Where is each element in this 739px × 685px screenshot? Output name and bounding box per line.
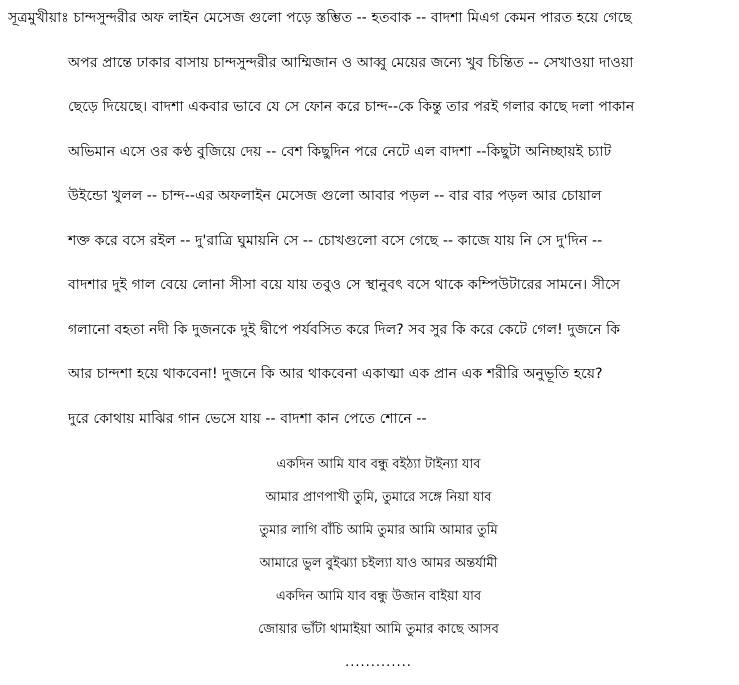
prose-line: দুরে কোথায় মাঝির গান ভেসে যায় -- বাদশা কান পেতে শোনে -- [68, 410, 427, 427]
prose-line: সূত্রমুখীয়াঃ চান্দসুন্দরীর অফ লাইন মেসেজ গুলো পড়ে স্তম্ভিত -- হতবাক -- বাদশা মিএগ কেমন পারত হয়ে গেছে [8, 10, 632, 26]
prose-paragraph [8, 4, 736, 449]
prose-line: বাদশার দুই গাল বেয়ে লোনা সীসা বয়ে যায় তবুও সে স্থানুবৎ বসে থাকে কম্পিউটারের সামনে। সীসে [68, 277, 621, 293]
song-verse [0, 452, 739, 680]
verse-line: আমারে ভুল বুইঝ্যা চইল্যা যাও আমর অন্তর্যামী [259, 556, 498, 571]
verse-line: একদিন আমি যাব বন্ধু বইঠ্যা টাইন্যা যাব [276, 457, 481, 472]
prose-line: অভিমান এসে ওর কণ্ঠ বুজিয়ে দেয় -- বেশ কিছুদিন পরে নেটে এল বাদশা --কিছুটা অনিচ্ছায়ই চ্যাট [68, 143, 612, 160]
continuation-ellipsis: ............. [345, 655, 412, 670]
prose-line: শক্ত করে বসে রইল -- দু'রাত্রি ঘুমায়নি সে -- চোখগুলো বসে গেছে -- কাজে যায় নি সে দু'দিন -- [68, 232, 603, 249]
prose-line: অপর প্রান্তে ঢাকার বাসায় চান্দসুন্দরীর আম্মিজান ও আব্বু মেয়ের জন্যে খুব চিন্তিত -- সেখাওয়া দাওয়া [68, 54, 634, 71]
verse-line: তুমার লাগি বাঁচি আমি তুমার আমি আমার তুমি [259, 523, 498, 538]
prose-line: ছেড়ে দিয়েছে। বাদশা একবার ভাবে যে সে ফোন করে চান্দ--কে কিন্তু তার পরই গলার কাছে দলা পাকান [68, 99, 635, 115]
prose-line: গলানো বহতা নদী কি দুজনকে দুই দ্বীপে পর্যবসিত করে দিল? সব সুর কি করে কেটে গেল! দুজনে কি [68, 321, 620, 338]
verse-line: আমার প্রাণপাখী তুমি, তুমারে সঙ্গে নিয়া যাব [265, 490, 492, 505]
prose-line: উইন্ডো খুলল -- চান্দ--এর অফলাইন মেসেজ গুলো আবার পড়ল -- বার বার পড়ল আর চোয়াল [68, 188, 602, 204]
verse-line: একদিন আমি যাব বন্ধু উজান বাইয়া যাব [275, 589, 482, 604]
prose-line: আর চান্দশা হয়ে থাকবেনা! দুজনে কি আর থাকবেনা একাত্মা এক প্রান এক শরীরি অনুভূতি হয়ে? [68, 366, 603, 382]
verse-line: জোয়ার ভাঁটা থামাইয়া আমি তুমার কাছে আসব [258, 622, 499, 637]
